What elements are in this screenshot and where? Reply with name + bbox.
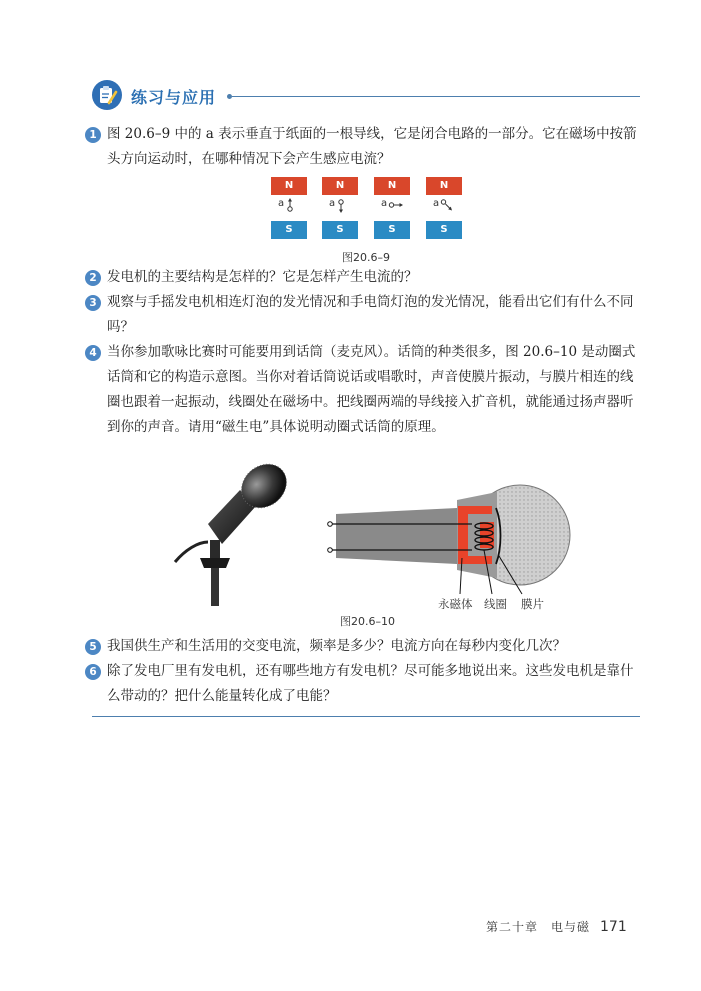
arrow-down-right-icon xyxy=(440,198,454,212)
figure-caption-10: 图20.6–10 xyxy=(340,615,395,628)
header-rule xyxy=(232,96,640,97)
arrow-right-icon xyxy=(388,199,404,211)
section-title: 练习与应用 xyxy=(131,88,217,107)
north-pole-3: N xyxy=(374,177,410,195)
label-magnet: 永磁体 xyxy=(438,597,473,611)
section-end-rule xyxy=(92,716,640,717)
microphone-photo xyxy=(170,462,305,607)
arrow-up-icon xyxy=(285,197,299,215)
page-footer xyxy=(486,918,627,935)
label-coil: 线圈 xyxy=(484,597,507,611)
wire-label-4: a xyxy=(433,198,440,209)
south-pole-3: S xyxy=(374,221,410,239)
south-pole-2: S xyxy=(322,221,358,239)
microphone-structure-diagram xyxy=(322,478,574,596)
question-number: 1 xyxy=(85,127,101,143)
question-number: 3 xyxy=(85,295,101,311)
north-pole-4: N xyxy=(426,177,462,195)
question-text: 发电机的主要结构是怎样的？它是怎样产生电流的？ xyxy=(107,269,418,285)
question-1 xyxy=(89,122,640,172)
wire-label-1: a xyxy=(278,198,285,209)
wire-label-2: a xyxy=(329,198,336,209)
question-4 xyxy=(89,340,640,440)
question-2 xyxy=(89,265,640,290)
question-text: 我国供生产和生活用的交变电流，频率是多少？电流方向在每秒内变化几次？ xyxy=(107,638,566,654)
question-6 xyxy=(89,659,640,709)
question-number: 5 xyxy=(85,639,101,655)
question-text: 观察与手摇发电机相连灯泡的发光情况和手电筒灯泡的发光情况，能看出它们有什么不同吗？ xyxy=(107,294,634,335)
south-pole-1: S xyxy=(271,221,307,239)
south-pole-4: S xyxy=(426,221,462,239)
wire-label-3: a xyxy=(381,198,388,209)
north-pole-1: N xyxy=(271,177,307,195)
figure-caption-9: 图20.6–9 xyxy=(342,251,390,264)
question-number: 4 xyxy=(85,345,101,361)
question-text: 除了发电厂里有发电机，还有哪些地方有发电机？尽可能多地说出来。这些发电机是靠什么带动的？把什么能量转化成了电能？ xyxy=(107,663,634,704)
question-number: 2 xyxy=(85,270,101,286)
question-5 xyxy=(89,634,640,659)
clipboard-pen-icon xyxy=(92,80,122,110)
page-number: 171 xyxy=(600,919,627,935)
question-number: 6 xyxy=(85,664,101,680)
label-diaphragm: 膜片 xyxy=(521,597,544,611)
north-pole-2: N xyxy=(322,177,358,195)
question-3 xyxy=(89,290,640,340)
question-text: 图 20.6–9 中的 a 表示垂直于纸面的一根导线，它是闭合电路的一部分。它在磁场中按箭头方向运动时，在哪种情况下会产生感应电流？ xyxy=(107,126,637,167)
question-text: 当你参加歌咏比赛时可能要用到话筒（麦克风）。话筒的种类很多，图 20.6–10 是动圈式话筒和它的构造示意图。当你对着话筒说话或唱歌时，声音使膜片振动，与膜片相连的线圈也跟着一起振动，线圈处在磁场中。把线圈两端的导线接入扩音机，就能通过扬声器听到你的声音。请用“磁生电”具体说明动圈式话筒的原理。 xyxy=(107,344,636,435)
arrow-down-icon xyxy=(336,197,350,215)
chapter-title: 第二十章 电与磁 xyxy=(486,920,591,934)
